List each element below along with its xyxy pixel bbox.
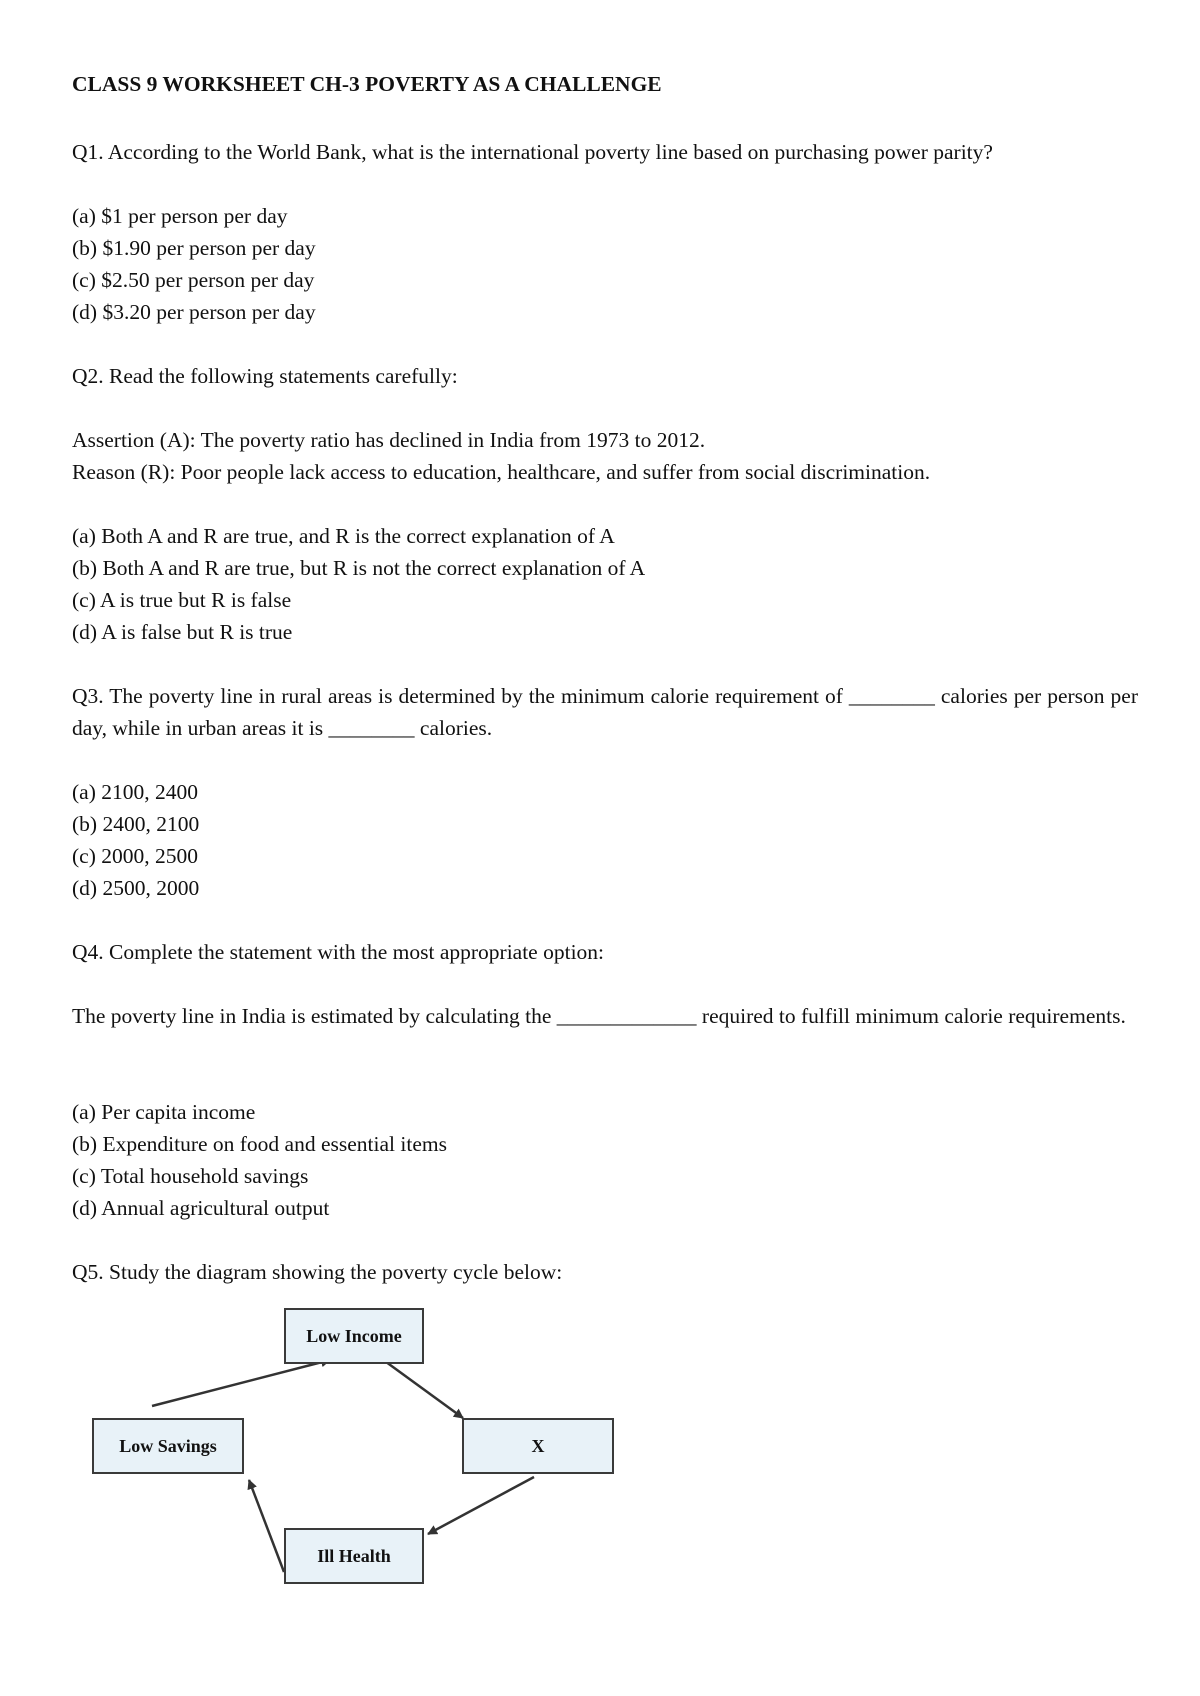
q3-option-a: (a) 2100, 2400 xyxy=(72,780,198,804)
q2-option-c: (c) A is true but R is false xyxy=(72,588,292,612)
q1-option-c: (c) $2.50 per person per day xyxy=(72,268,315,292)
q5-question: Q5. Study the diagram showing the poverty cycle below: xyxy=(72,1260,563,1284)
q2-reason: Reason (R): Poor people lack access to education, healthcare, and suffer from social discrimination. xyxy=(72,460,931,484)
arrow-x-to-ill-health xyxy=(428,1477,534,1534)
q4-statement: The poverty line in India is estimated by calculating the _____________ required to fulfill minimum calorie requirements. xyxy=(72,1004,1126,1028)
q4-option-d: (d) Annual agricultural output xyxy=(72,1196,330,1220)
node-x: X xyxy=(462,1418,614,1474)
poverty-cycle-diagram xyxy=(72,1296,632,1596)
arrow-low-savings-to-low-income xyxy=(152,1360,330,1406)
q4-option-c: (c) Total household savings xyxy=(72,1164,309,1188)
q1-option-a: (a) $1 per person per day xyxy=(72,204,288,228)
q4-question: Q4. Complete the statement with the most appropriate option: xyxy=(72,940,605,964)
q2-option-b: (b) Both A and R are true, but R is not the correct explanation of A xyxy=(72,556,646,580)
q2-assertion: Assertion (A): The poverty ratio has declined in India from 1973 to 2012. xyxy=(72,428,706,452)
node-low-income: Low Income xyxy=(284,1308,424,1364)
q3-option-d: (d) 2500, 2000 xyxy=(72,876,200,900)
q2-question: Q2. Read the following statements carefully: xyxy=(72,364,458,388)
q3-question: Q3. The poverty line in rural areas is determined by the minimum calorie requirement of ________ calories per person per day, while in urban areas it is ________ calories. xyxy=(72,684,1138,740)
q1-option-d: (d) $3.20 per person per day xyxy=(72,300,316,324)
q4-option-b: (b) Expenditure on food and essential items xyxy=(72,1132,447,1156)
worksheet-title: CLASS 9 WORKSHEET CH-3 POVERTY AS A CHALLENGE xyxy=(72,72,662,96)
q3-option-b: (b) 2400, 2100 xyxy=(72,812,200,836)
q4-option-a: (a) Per capita income xyxy=(72,1100,256,1124)
node-low-savings: Low Savings xyxy=(92,1418,244,1474)
arrow-ill-health-to-low-savings xyxy=(249,1480,284,1572)
arrow-low-income-to-x xyxy=(382,1359,463,1418)
node-ill-health: Ill Health xyxy=(284,1528,424,1584)
q1-option-b: (b) $1.90 per person per day xyxy=(72,236,316,260)
q1-question: Q1. According to the World Bank, what is the international poverty line based on purchasing power parity? xyxy=(72,140,993,164)
q2-option-a: (a) Both A and R are true, and R is the correct explanation of A xyxy=(72,524,615,548)
q2-option-d: (d) A is false but R is true xyxy=(72,620,293,644)
q3-option-c: (c) 2000, 2500 xyxy=(72,844,198,868)
